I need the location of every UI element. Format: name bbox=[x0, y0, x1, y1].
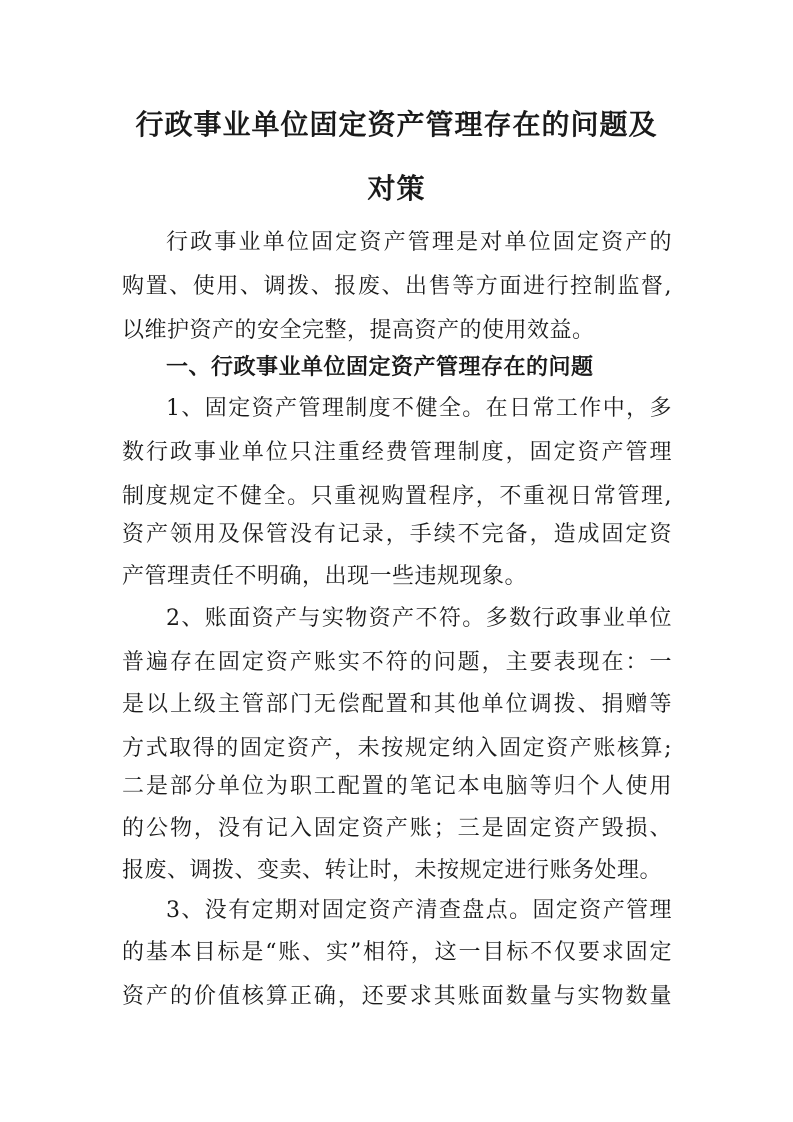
paragraph-line: 报废、调拨、变卖、转让时，未按规定进行账务处理。 bbox=[122, 858, 663, 883]
paragraph-line: 资产领用及保管没有记录，手续不完备，造成固定资 bbox=[122, 522, 672, 547]
paragraph-line: 2、账面资产与实物资产不符。多数行政事业单位 bbox=[166, 606, 672, 631]
document-title-line-1: 行政事业单位固定资产管理存在的问题及 bbox=[135, 108, 658, 141]
paragraph-line: 产管理责任不明确，出现一些违规现象。 bbox=[122, 564, 528, 589]
paragraph-line: 制度规定不健全。只重视购置程序，不重视日常管理, bbox=[122, 484, 672, 509]
document-title-line-2: 对策 bbox=[367, 172, 426, 205]
intro-line: 购置、使用、调拨、报废、出售等方面进行控制监督, bbox=[122, 274, 672, 299]
paragraph-line: 资产的价值核算正确，还要求其账面数量与实物数量 bbox=[122, 984, 672, 1009]
paragraph-line: 1、固定资产管理制度不健全。在日常工作中，多 bbox=[166, 396, 672, 421]
paragraph-line: 的基本目标是“账、实”相符，这一目标不仅要求固定 bbox=[122, 940, 672, 965]
section-heading: 一、行政事业单位固定资产管理存在的问题 bbox=[166, 354, 594, 380]
paragraph-line: 数行政事业单位只注重经费管理制度，固定资产管理 bbox=[122, 440, 672, 465]
paragraph-line: 是以上级主管部门无偿配置和其他单位调拨、捐赠等 bbox=[122, 692, 672, 717]
paragraph-line: 的公物，没有记入固定资产账；三是固定资产毁损、 bbox=[122, 816, 672, 841]
paragraph-line: 二是部分单位为职工配置的笔记本电脑等归个人使用 bbox=[122, 774, 672, 799]
intro-line: 行政事业单位固定资产管理是对单位固定资产的 bbox=[166, 230, 672, 255]
paragraph-line: 3、没有定期对固定资产清查盘点。固定资产管理 bbox=[166, 898, 672, 923]
intro-line: 以维护资产的安全完整，提高资产的使用效益。 bbox=[122, 318, 595, 343]
paragraph-line: 方式取得的固定资产，未按规定纳入固定资产账核算; bbox=[122, 736, 672, 761]
paragraph-line: 普遍存在固定资产账实不符的问题，主要表现在：一 bbox=[122, 650, 672, 675]
